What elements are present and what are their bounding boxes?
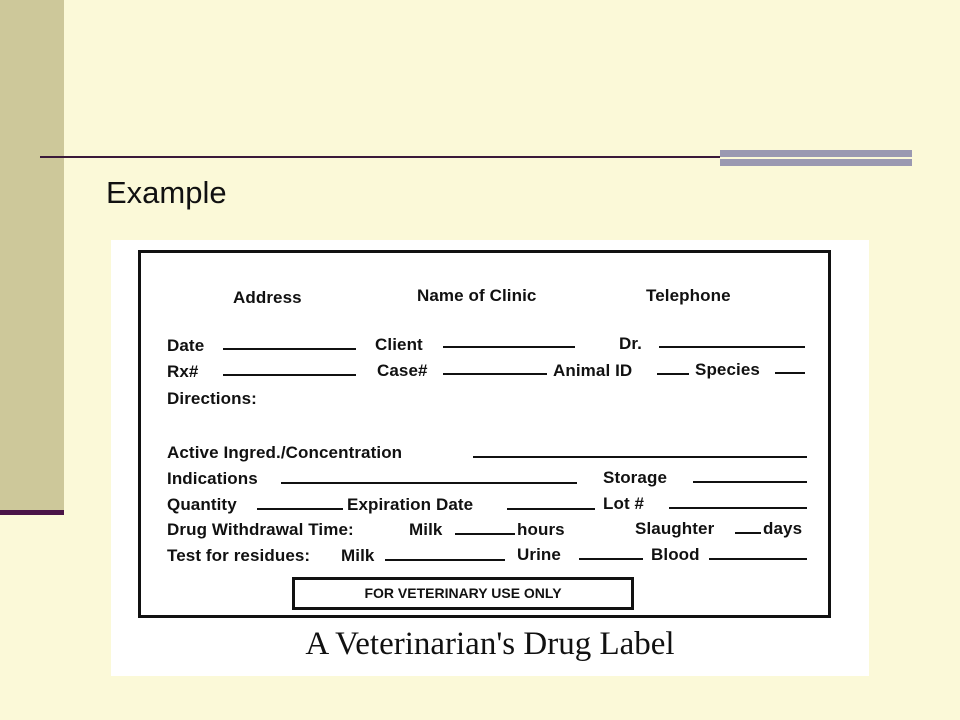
dr-line <box>659 346 805 348</box>
date-label: Date <box>167 336 205 355</box>
animal-id-label: Animal ID <box>553 361 633 380</box>
accent-stripe-top <box>720 150 912 157</box>
lot-line <box>669 507 807 509</box>
client-line <box>443 346 575 348</box>
accent-stripe-bottom <box>720 159 912 166</box>
days-label: days <box>763 519 803 538</box>
species-line <box>775 372 805 374</box>
directions-label: Directions: <box>167 389 257 408</box>
indications-line <box>281 482 577 484</box>
active-ingredient-line <box>473 456 807 458</box>
drug-label-form <box>138 250 831 618</box>
title-rule <box>40 156 720 158</box>
hours-label: hours <box>517 520 565 539</box>
lot-label: Lot # <box>603 494 645 513</box>
milk-withdrawal-label: Milk <box>409 520 443 539</box>
slaughter-days-line <box>735 532 761 534</box>
drug-label-image <box>111 240 869 676</box>
title-rule-accent <box>720 150 912 166</box>
milk-residue-label: Milk <box>341 546 375 565</box>
active-ingredient-label: Active Ingred./Concentration <box>167 443 403 462</box>
address-heading: Address <box>233 288 302 307</box>
clinic-heading: Name of Clinic <box>417 286 537 305</box>
storage-label: Storage <box>603 468 667 487</box>
label-caption: A Veterinarian's Drug Label <box>305 626 675 662</box>
case-label: Case# <box>377 361 428 380</box>
expiration-label: Expiration Date <box>347 495 474 514</box>
expiration-line <box>507 508 595 510</box>
quantity-label: Quantity <box>167 495 237 514</box>
date-line <box>223 348 356 350</box>
urine-line <box>579 558 643 560</box>
dr-label: Dr. <box>619 334 642 353</box>
client-label: Client <box>375 335 423 354</box>
rx-label: Rx# <box>167 362 199 381</box>
withdrawal-label: Drug Withdrawal Time: <box>167 520 354 539</box>
left-accent-underline <box>0 510 64 515</box>
blood-line <box>709 558 807 560</box>
slaughter-label: Slaughter <box>635 519 715 538</box>
left-accent-bar <box>0 0 64 512</box>
storage-line <box>693 481 807 483</box>
milk-hours-line <box>455 533 515 535</box>
rx-line <box>223 374 356 376</box>
urine-label: Urine <box>517 545 561 564</box>
species-label: Species <box>695 360 760 379</box>
slide-title: Example <box>106 175 227 210</box>
milk-residue-line <box>385 559 505 561</box>
telephone-heading: Telephone <box>646 286 731 305</box>
indications-label: Indications <box>167 469 258 488</box>
case-line <box>443 373 547 375</box>
blood-label: Blood <box>651 545 700 564</box>
animal-id-line <box>657 373 689 375</box>
quantity-line <box>257 508 343 510</box>
residues-label: Test for residues: <box>167 546 311 565</box>
veterinary-use-banner: FOR VETERINARY USE ONLY <box>292 577 634 610</box>
